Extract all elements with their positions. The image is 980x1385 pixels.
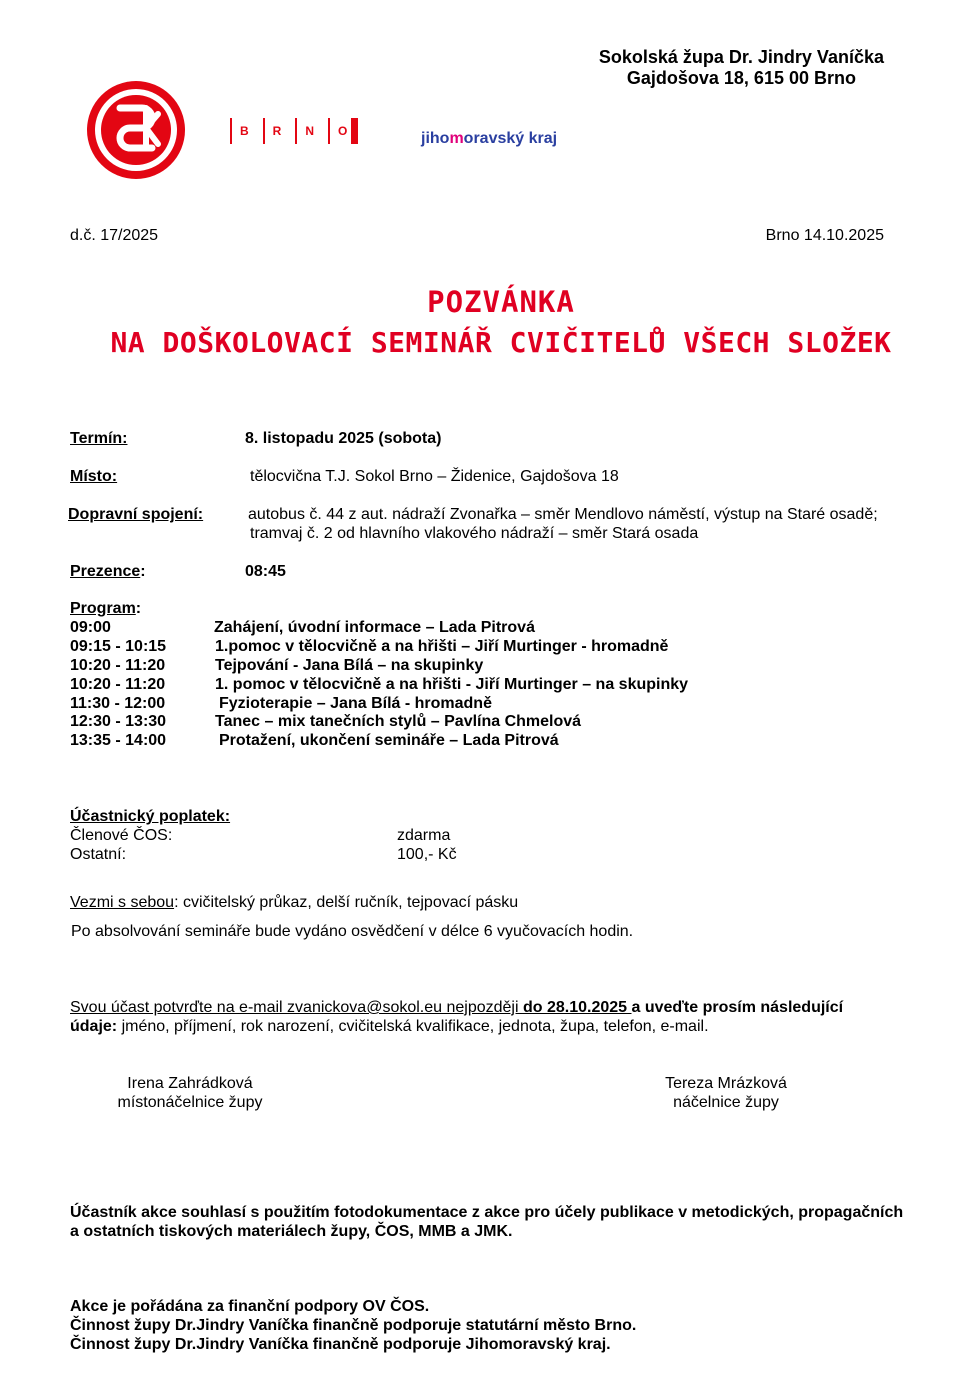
region-logo-pre: jiho	[421, 130, 450, 147]
reference-number: d.č. 17/2025	[70, 227, 159, 244]
signature-name: Tereza Mrázková	[665, 1075, 787, 1092]
certificate-note: Po absolvování semináře bude vydáno osvědčení v délce 6 vyučovacích hodin.	[71, 923, 634, 940]
program-time: 09:00	[70, 619, 111, 636]
transport-line-1: autobus č. 44 z aut. nádraží Zvonařka – směr Mendlovo náměstí, výstup na Staré osadě;	[248, 506, 878, 523]
brno-logo-bar	[295, 118, 297, 144]
program-text: Zahájení, úvodní informace – Lada Pitrová	[214, 619, 535, 636]
date-label: Termín:	[70, 430, 128, 447]
program-time: 12:30 - 13:30	[70, 713, 167, 730]
registration-data-text: jméno, příjmení, rok narození, cvičitelská kvalifikace, jednota, župa, telefon, e-mail.	[117, 1018, 709, 1035]
bring-text: : cvičitelský průkaz, delší ručník, tejpovací pásku	[174, 894, 519, 911]
program-time: 10:20 - 11:20	[70, 676, 166, 693]
presence-label: Prezence	[70, 563, 141, 580]
title-line-1: POZVÁNKA	[427, 285, 575, 319]
presence-colon: :	[140, 563, 146, 580]
brno-logo-bar	[263, 118, 265, 144]
brno-logo-letter: O	[338, 124, 348, 138]
presence-label-row	[70, 562, 146, 581]
registration-line-1	[70, 998, 843, 1017]
program-text: Fyzioterapie – Jana Bílá - hromadně	[219, 695, 492, 712]
bring-row	[70, 893, 518, 912]
reference-place-date: Brno 14.10.2025	[765, 227, 884, 244]
brno-logo-letter: N	[305, 124, 315, 138]
place-value: tělocvična T.J. Sokol Brno – Židenice, Gajdošova 18	[250, 468, 619, 485]
date-value: 8. listopadu 2025 (sobota)	[245, 430, 442, 447]
transport-line-2: tramvaj č. 2 od hlavního vlakového nádraží – směr Stará osada	[250, 525, 699, 542]
org-address: Gajdošova 18, 615 00 Brno	[626, 68, 856, 88]
region-logo-mid: m	[449, 130, 464, 147]
program-text: Tejpování - Jana Bílá – na skupinky	[215, 657, 484, 674]
fee-members-value: zdarma	[397, 827, 451, 844]
brno-logo-bar	[230, 118, 232, 144]
program-text: 1. pomoc v tělocvičně a na hřišti - Jiří Murtinger – na skupinky	[215, 676, 689, 693]
registration-suffix: a uveďte prosím následující	[631, 999, 844, 1016]
program-time: 10:20 - 11:20	[70, 657, 166, 674]
program-colon: :	[135, 600, 142, 617]
program-label: Program	[70, 600, 136, 617]
program-text: Tanec – mix tanečních stylů – Pavlína Chmelová	[215, 713, 582, 730]
fee-members-label: Členové ČOS:	[70, 827, 173, 844]
fee-others-value: 100,- Kč	[397, 846, 457, 863]
funding-line: Akce je pořádána za finanční podpory OV ČOS.	[70, 1298, 430, 1315]
registration-deadline: do 28.10.2025	[522, 999, 632, 1016]
signature-left	[100, 1074, 280, 1112]
sokol-logo	[86, 80, 186, 180]
bring-label: Vezmi s sebou	[70, 894, 175, 911]
place-label: Místo:	[70, 468, 118, 485]
sokol-logo-icon	[86, 80, 186, 180]
program-time: 13:35 - 14:00	[70, 732, 167, 749]
consent-line-1: Účastník akce souhlasí s použitím fotodokumentace z akce pro účely publikace v metodických, propagačních	[70, 1204, 904, 1221]
fee-others-label: Ostatní:	[70, 846, 127, 863]
signature-name: Irena Zahrádková	[127, 1075, 253, 1092]
org-address-block	[599, 47, 884, 89]
presence-value: 08:45	[245, 563, 286, 580]
funding-line: Činnost župy Dr.Jindry Vaníčka finančně podporuje Jihomoravský kraj.	[70, 1336, 611, 1353]
brno-logo-letter: B	[240, 124, 249, 138]
brno-logo-block	[351, 118, 358, 144]
region-logo-post: oravský kraj	[463, 130, 558, 147]
title-line-2: NA DOŠKOLOVACÍ SEMINÁŘ CVIČITELŮ VŠECH SLOŽEK	[110, 326, 892, 359]
brno-logo-bar	[328, 118, 330, 144]
funding-line: Činnost župy Dr.Jindry Vaníčka finančně podporuje statutární město Brno.	[70, 1317, 637, 1334]
program-time: 11:30 - 12:00	[70, 695, 166, 712]
region-logo	[421, 130, 557, 148]
org-name: Sokolská župa Dr. Jindry Vaníčka	[598, 47, 884, 67]
registration-data-label: údaje:	[70, 1018, 118, 1035]
registration-line-2	[70, 1017, 709, 1036]
program-time: 09:15 - 10:15	[70, 638, 167, 655]
program-text: Protažení, ukončení semináře – Lada Pitrová	[219, 732, 559, 749]
brno-logo-letter: R	[272, 124, 282, 138]
transport-label: Dopravní spojení:	[68, 506, 204, 523]
signature-role: místonáčelnice župy	[117, 1094, 263, 1111]
program-label-row	[70, 599, 141, 618]
signature-right	[636, 1074, 816, 1112]
consent-line-2: a ostatních tiskových materiálech župy, ČOS, MMB a JMK.	[70, 1223, 513, 1240]
signature-role: náčelnice župy	[673, 1094, 779, 1111]
fee-label: Účastnický poplatek:	[70, 808, 231, 825]
program-text: 1.pomoc v tělocvičně a na hřišti – Jiří Murtinger - hromadně	[215, 638, 669, 655]
brno-logo	[230, 118, 358, 144]
registration-prefix: Svou účast potvrďte na e-mail zvanickova@sokol.eu nejpozději	[70, 999, 523, 1016]
